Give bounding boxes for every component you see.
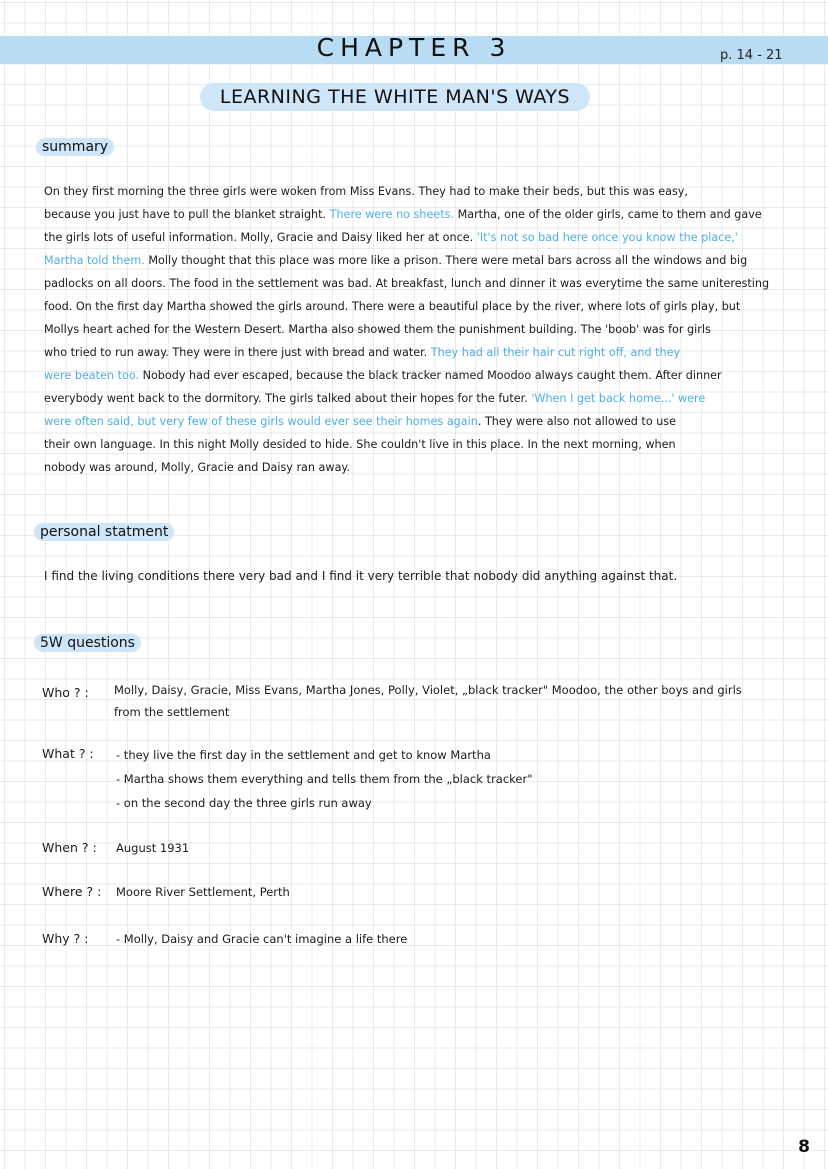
- question-what-label: What ? :: [42, 746, 94, 761]
- summary-text-segment: Nobody had ever escaped, because the black tracker named Moodoo always caught them. After dinner: [139, 369, 722, 382]
- question-why-answer: - Molly, Daisy and Gracie can't imagine a life there: [116, 932, 408, 946]
- summary-line: [44, 295, 790, 318]
- question-what-answer-line: - they live the first day in the settlement and get to know Martha: [116, 748, 491, 762]
- summary-text-segment: their own language. In this night Molly desided to hide. She couldn't live in this place. In the next morning, when: [44, 438, 676, 451]
- summary-line: [44, 341, 790, 364]
- question-where-answer: Moore River Settlement, Perth: [116, 885, 290, 899]
- summary-text-segment: On they first morning the three girls were woken from Miss Evans. They had to make their beds, but this was easy,: [44, 185, 688, 198]
- summary-line: [44, 180, 790, 203]
- questions-heading: 5W questions: [34, 634, 141, 652]
- summary-line: [44, 433, 790, 456]
- summary-text-segment: the girls lots of useful information. Molly, Gracie and Daisy liked her at once.: [44, 231, 477, 244]
- highlighted-text: They had all their hair cut right off, and they: [430, 346, 681, 359]
- highlighted-text: 'It's not so bad here once you know the place,': [476, 231, 738, 244]
- summary-line: [44, 410, 790, 433]
- summary-line: [44, 364, 790, 387]
- question-when-label: When ? :: [42, 840, 97, 855]
- highlighted-text: 'When I get back home...' were: [531, 392, 706, 405]
- question-when-answer: August 1931: [116, 841, 190, 855]
- summary-text-segment: Mollys heart ached for the Western Desert. Martha also showed them the punishment building. The 'boob' was for girls: [44, 323, 711, 336]
- question-who-label: Who ? :: [42, 685, 89, 700]
- question-what-answer-line: - on the second day the three girls run away: [116, 796, 372, 810]
- summary-text-segment: Martha, one of the older girls, came to them and gave: [454, 208, 762, 221]
- page-range: p. 14 - 21: [720, 48, 783, 63]
- page-number: 8: [798, 1137, 810, 1157]
- summary-text-segment: Molly thought that this place was more like a prison. There were metal bars across all the windows and big: [144, 254, 748, 267]
- summary-line: [44, 249, 790, 272]
- question-what-answer-line: - Martha shows them everything and tells them from the „black tracker": [116, 772, 533, 786]
- statement-heading: personal statment: [34, 523, 174, 541]
- statement-text: I find the living conditions there very bad and I find it very terrible that nobody did anything against that.: [44, 569, 678, 583]
- summary-line: [44, 318, 790, 341]
- question-who-answer-line: Molly, Daisy, Gracie, Miss Evans, Martha Jones, Polly, Violet, „black tracker" Moodoo, the other boys and girls: [114, 683, 742, 697]
- question-who-answer-line: from the settlement: [114, 705, 230, 719]
- summary-text-segment: everybody went back to the dormitory. The girls talked about their hopes for the futer.: [44, 392, 532, 405]
- summary-line: [44, 203, 790, 226]
- highlighted-text: Martha told them.: [44, 254, 145, 267]
- highlighted-text: There were no sheets.: [329, 208, 455, 221]
- chapter-subtitle: LEARNING THE WHITE MAN'S WAYS: [200, 83, 590, 111]
- question-where-label: Where ? :: [42, 884, 102, 899]
- summary-text-segment: padlocks on all doors. The food in the settlement was bad. At breakfast, lunch and dinner it was everytime the same uniteresting: [44, 277, 770, 290]
- summary-heading: summary: [36, 138, 114, 156]
- summary-line: [44, 387, 790, 410]
- question-why-label: Why ? :: [42, 931, 89, 946]
- summary-text-segment: food. On the first day Martha showed the girls around. There were a beautiful place by the river, where lots of girls play, but: [44, 300, 741, 313]
- highlighted-text: were beaten too.: [44, 369, 140, 382]
- summary-text-segment: . They were also not allowed to use: [477, 415, 677, 428]
- chapter-title: CHAPTER 3: [316, 33, 512, 62]
- summary-text-segment: who tried to run away. They were in there just with bread and water.: [44, 346, 431, 359]
- summary-line: [44, 226, 790, 249]
- summary-text: [44, 180, 790, 479]
- summary-text-segment: nobody was around, Molly, Gracie and Daisy ran away.: [44, 461, 350, 474]
- highlighted-text: were often said, but very few of these girls would ever see their homes again: [44, 415, 478, 428]
- summary-line: [44, 272, 790, 295]
- summary-line: [44, 456, 790, 479]
- summary-text-segment: because you just have to pull the blanket straight.: [44, 208, 330, 221]
